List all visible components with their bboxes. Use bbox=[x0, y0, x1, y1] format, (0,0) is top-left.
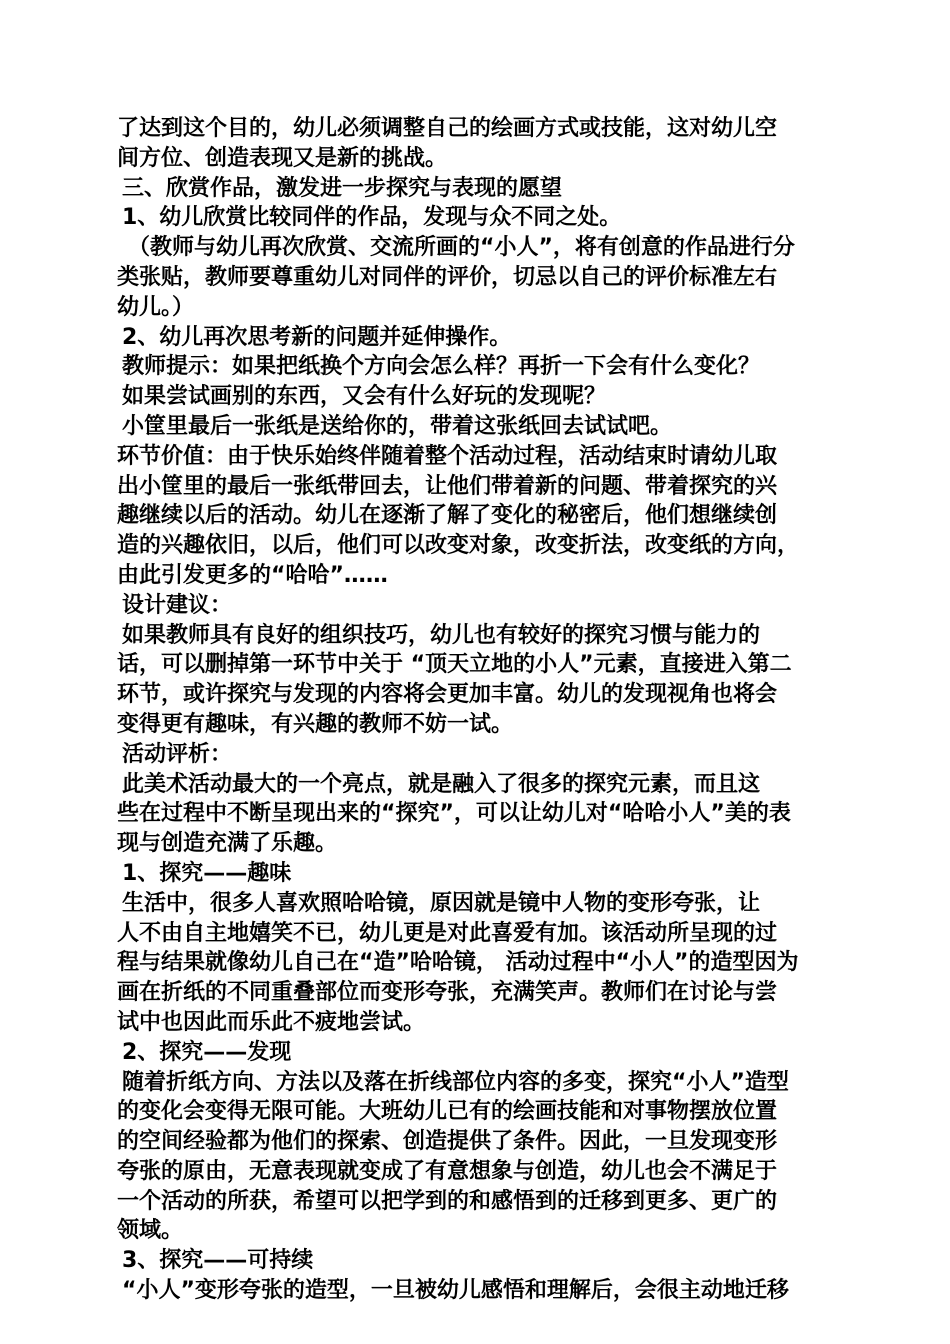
text-line: 生活中，很多人喜欢照哈哈镜，原因就是镜中人物的变形夸张，让 bbox=[122, 890, 761, 916]
text-line: 环节，或许探究与发现的内容将会更加丰富。幼儿的发现视角也将会 bbox=[117, 682, 778, 708]
section-heading: 3、探究——可持续 bbox=[122, 1248, 314, 1274]
text-line: （教师与幼儿再次欣赏、交流所画的“小人”，将有创意的作品进行分 bbox=[128, 235, 795, 261]
text-line: 的变化会变得无限可能。大班幼儿已有的绘画技能和对事物摆放位置 bbox=[117, 1099, 778, 1125]
text-line: 出小筐里的最后一张纸带回去，让他们带着新的问题、带着探究的兴 bbox=[117, 473, 778, 499]
text-line: 人不由自主地嬉笑不已，幼儿更是对此喜爱有加。该活动所呈现的过 bbox=[117, 920, 778, 946]
text-line: 间方位、创造表现又是新的挑战。 bbox=[117, 145, 448, 171]
text-line: 幼儿。） bbox=[117, 294, 195, 320]
text-line: 些在过程中不断呈现出来的“探究”，可以让幼儿对“哈哈小人”美的表 bbox=[117, 801, 791, 827]
section-heading: 1、探究——趣味 bbox=[122, 860, 292, 886]
section-heading: 2、探究——发现 bbox=[122, 1039, 292, 1065]
text-line: 画在折纸的不同重叠部位而变形夸张，充满笑声。教师们在讨论与尝 bbox=[117, 980, 778, 1006]
text-line: 领域。 bbox=[117, 1218, 184, 1244]
text-line: 造的兴趣依旧，以后，他们可以改变对象，改变折法，改变纸的方向， bbox=[117, 533, 800, 559]
text-line: 由此引发更多的“哈哈”…… bbox=[117, 562, 388, 588]
text-line: 一个活动的所获，希望可以把学到的和感悟到的迁移到更多、更广的 bbox=[117, 1188, 778, 1214]
text-line: 变得更有趣味，有兴趣的教师不妨一试。 bbox=[117, 711, 514, 737]
section-heading: 设计建议： bbox=[122, 592, 233, 618]
text-line: 话，可以删掉第一环节中关于 “顶天立地的小人”元素，直接进入第二 bbox=[117, 652, 792, 678]
text-line: 教师提示：如果把纸换个方向会怎么样？再折一下会有什么变化？ bbox=[122, 354, 761, 380]
text-line: 随着折纸方向、方法以及落在折线部位内容的多变，探究“小人”造型 bbox=[122, 1069, 789, 1095]
text-line: 现与创造充满了乐趣。 bbox=[117, 831, 338, 857]
text-line: 的空间经验都为他们的探索、创造提供了条件。因此，一旦发现变形 bbox=[117, 1129, 778, 1155]
text-line: 了达到这个目的，幼儿必须调整自己的绘画方式或技能，这对幼儿空 bbox=[117, 116, 778, 141]
text-line: 此美术活动最大的一个亮点，就是融入了很多的探究元素，而且这 bbox=[122, 771, 761, 797]
text-line: 程与结果就像幼儿自己在“造”哈哈镜， 活动过程中“小人”的造型因为 bbox=[117, 950, 799, 976]
document-page bbox=[117, 114, 839, 1306]
text-line: 小筐里最后一张纸是送给你的，带着这张纸回去试试吧。 bbox=[122, 413, 673, 439]
text-line: 1、幼儿欣赏比较同伴的作品，发现与众不同之处。 bbox=[122, 205, 622, 231]
text-line: 如果教师具有良好的组织技巧，幼儿也有较好的探究习惯与能力的 bbox=[122, 622, 761, 648]
text-line: 如果尝试画别的东西，又会有什么好玩的发现呢？ bbox=[122, 384, 607, 410]
text-line: 2、幼儿再次思考新的问题并延伸操作。 bbox=[122, 324, 512, 350]
text-line: 环节价值：由于快乐始终伴随着整个活动过程，活动结束时请幼儿取 bbox=[117, 443, 778, 469]
text-line: 夸张的原由，无意表现就变成了有意想象与创造，幼儿也会不满足于 bbox=[117, 1158, 778, 1184]
text-line: 类张贴，教师要尊重幼儿对同伴的评价，切忌以自己的评价标准左右 bbox=[117, 264, 778, 290]
text-line: 试中也因此而乐此不疲地尝试。 bbox=[117, 1009, 426, 1035]
text-line: 趣继续以后的活动。幼儿在逐渐了解了变化的秘密后，他们想继续创 bbox=[117, 503, 778, 529]
section-heading: 三、欣赏作品，激发进一步探究与表现的愿望 bbox=[122, 175, 563, 201]
section-heading: 活动评析： bbox=[122, 741, 233, 767]
text-line: “小人”变形夸张的造型，一旦被幼儿感悟和理解后，会很主动地迁移 bbox=[122, 1278, 789, 1304]
